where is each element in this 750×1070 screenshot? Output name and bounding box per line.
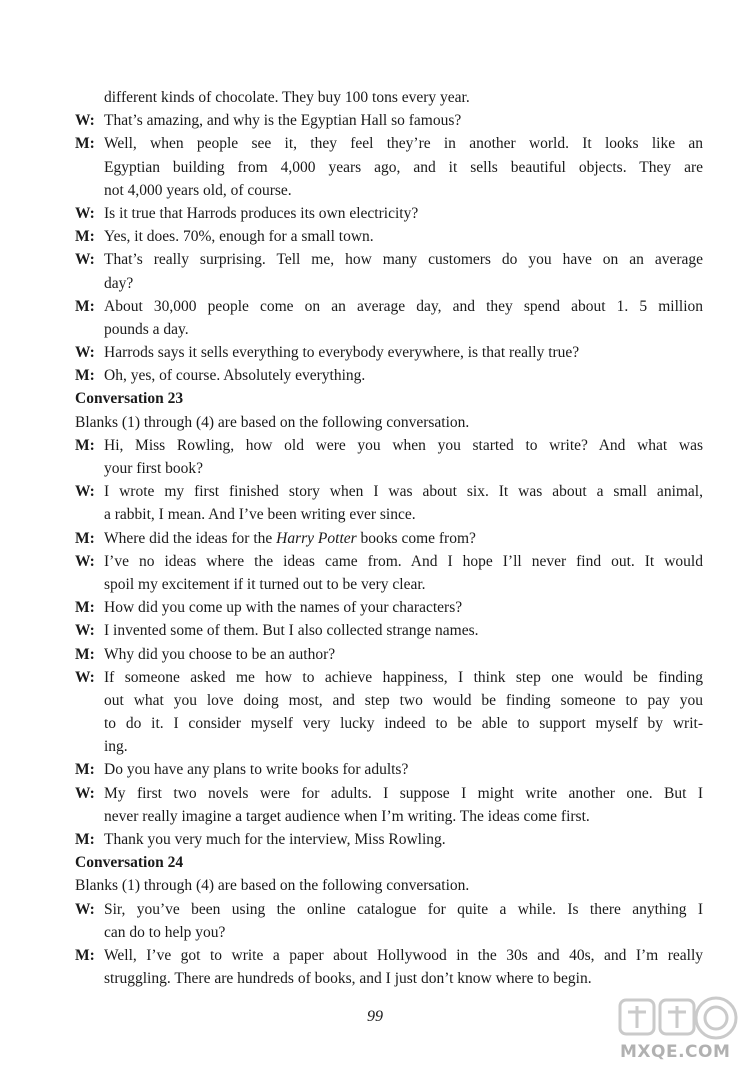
dialogue-text: books come from? bbox=[356, 529, 476, 547]
dialogue-line bbox=[75, 480, 703, 503]
dialogue-text: That’s really surprising. Tell me, how many customers do you have on an average bbox=[104, 251, 703, 269]
dialogue-text: I wrote my first finished story when I was about six. It was about a small animal, bbox=[104, 483, 703, 501]
speaker-label: M: bbox=[75, 436, 95, 454]
speaker-label: W: bbox=[75, 483, 95, 501]
dialogue-line bbox=[75, 248, 703, 271]
dialogue-line bbox=[75, 341, 703, 364]
dialogue-text: Hi, Miss Rowling, how old were you when you started to write? And what was bbox=[104, 436, 703, 454]
speaker-label: M: bbox=[75, 946, 95, 964]
speaker-label: W: bbox=[75, 784, 95, 802]
dialogue-continuation bbox=[75, 712, 703, 735]
speaker-label: W: bbox=[75, 251, 95, 269]
dialogue-text: Well, when people see it, they feel they’re in another world. It looks like an bbox=[104, 135, 703, 153]
speaker-label: M: bbox=[75, 367, 95, 385]
dialogue-line bbox=[75, 782, 703, 805]
dialogue-text: Egyptian building from 4,000 years ago, and it sells beautiful objects. They are bbox=[104, 158, 703, 176]
speaker-label: M: bbox=[75, 228, 95, 246]
dialogue-text: never really imagine a target audience when I’m writing. The ideas come first. bbox=[104, 807, 590, 825]
speaker-label: M: bbox=[75, 529, 95, 547]
dialogue-continuation bbox=[75, 318, 703, 341]
instruction-line: Blanks (1) through (4) are based on the following conversation. bbox=[75, 413, 470, 431]
dialogue-text: I invented some of them. But I also collected strange names. bbox=[104, 622, 479, 640]
page-number: 99 bbox=[367, 1008, 383, 1025]
conversation-heading: Conversation 23 bbox=[75, 390, 184, 408]
dialogue-line bbox=[75, 295, 703, 318]
dialogue-continuation bbox=[75, 689, 703, 712]
conversation-heading: Conversation 24 bbox=[75, 854, 184, 872]
speaker-label: W: bbox=[75, 112, 95, 130]
dialogue-continuation bbox=[75, 272, 703, 295]
dialogue-text: to do it. I consider myself very lucky indeed to be able to support myself by writ- bbox=[104, 715, 703, 733]
speaker-label: M: bbox=[75, 761, 95, 779]
dialogue-continuation bbox=[75, 921, 703, 944]
speaker-label: M: bbox=[75, 297, 95, 315]
speaker-label: M: bbox=[75, 645, 95, 663]
dialogue-text: I’ve no ideas where the ideas came from. And I hope I’ll never find out. It would bbox=[104, 552, 703, 570]
speaker-label: W: bbox=[75, 668, 95, 686]
dialogue-continuation bbox=[75, 735, 703, 758]
dialogue-line bbox=[75, 364, 703, 387]
dialogue-continuation bbox=[75, 967, 703, 990]
dialogue-continuation bbox=[75, 457, 703, 480]
dialogue-continuation bbox=[75, 503, 703, 526]
dialogue-text: ing. bbox=[104, 738, 128, 756]
dialogue-text: your first book? bbox=[104, 460, 204, 477]
dialogue-continuation bbox=[75, 86, 703, 109]
speaker-label: W: bbox=[75, 622, 95, 640]
dialogue-text: How did you come up with the names of your characters? bbox=[104, 599, 463, 617]
dialogue-text: Yes, it does. 70%, enough for a small town. bbox=[104, 228, 374, 246]
speaker-label: W: bbox=[75, 900, 95, 918]
dialogue-text: can do to help you? bbox=[104, 923, 226, 941]
dialogue-text: a rabbit, I mean. And I’ve been writing ever since. bbox=[104, 506, 416, 524]
dialogue-text: different kinds of chocolate. They buy 100 tons every year. bbox=[104, 89, 470, 106]
speaker-label: M: bbox=[75, 599, 95, 617]
dialogue-continuation bbox=[75, 573, 703, 596]
dialogue-text: Sir, you’ve been using the online catalogue for quite a while. Is there anything I bbox=[104, 900, 703, 918]
dialogue-text: struggling. There are hundreds of books, and I just don’t know where to begin. bbox=[104, 970, 592, 988]
dialogue-text: pounds a day. bbox=[104, 320, 189, 338]
dialogue-text: Oh, yes, of course. Absolutely everything. bbox=[104, 367, 366, 385]
dialogue-text: Why did you choose to be an author? bbox=[104, 645, 336, 663]
dialogue-text: spoil my excitement if it turned out to be very clear. bbox=[104, 575, 426, 593]
dialogue-text: not 4,000 years old, of course. bbox=[104, 181, 292, 199]
dialogue-text: Where did the ideas for the bbox=[104, 529, 277, 547]
speaker-label: W: bbox=[75, 204, 95, 222]
instruction-line: Blanks (1) through (4) are based on the following conversation. bbox=[75, 877, 470, 895]
speaker-label: M: bbox=[75, 831, 95, 848]
dialogue-line bbox=[75, 550, 703, 573]
dialogue-text: Is it true that Harrods produces its own electricity? bbox=[104, 204, 419, 222]
dialogue-line bbox=[75, 898, 703, 921]
dialogue-line bbox=[75, 643, 703, 666]
dialogue-line bbox=[75, 944, 703, 967]
dialogue-line bbox=[75, 758, 703, 781]
dialogue-text: Harrods says it sells everything to everybody everywhere, is that really true? bbox=[104, 344, 580, 362]
dialogue-line bbox=[75, 109, 703, 132]
dialogue-text: About 30,000 people come on an average day, and they spend about 1. 5 million bbox=[104, 297, 703, 315]
book-title: Harry Potter bbox=[276, 529, 357, 547]
dialogue-text: If someone asked me how to achieve happiness, I think step one would be finding bbox=[104, 668, 703, 686]
transcript-body bbox=[75, 86, 703, 990]
dialogue-line bbox=[75, 666, 703, 689]
dialogue-line bbox=[75, 828, 703, 851]
dialogue-continuation bbox=[75, 156, 703, 179]
watermark-text: MXQE.COM bbox=[620, 1042, 731, 1062]
dialogue-line bbox=[75, 596, 703, 619]
dialogue-text: Thank you very much for the interview, Miss Rowling. bbox=[104, 831, 446, 848]
dialogue-text: Well, I’ve got to write a paper about Hollywood in the 30s and 40s, and I’m really bbox=[104, 946, 703, 964]
dialogue-line bbox=[75, 225, 703, 248]
dialogue-line bbox=[75, 434, 703, 457]
dialogue-continuation bbox=[75, 179, 703, 202]
speaker-label: W: bbox=[75, 344, 95, 362]
speaker-label: W: bbox=[75, 552, 95, 570]
dialogue-text: My first two novels were for adults. I suppose I might write another one. But I bbox=[104, 784, 703, 802]
dialogue-text: Do you have any plans to write books for adults? bbox=[104, 761, 409, 779]
dialogue-text: out what you love doing most, and step two would be finding someone to pay you bbox=[104, 691, 703, 709]
speaker-label: M: bbox=[75, 135, 95, 153]
dialogue-line bbox=[75, 132, 703, 155]
dialogue-continuation bbox=[75, 805, 703, 828]
dialogue-text: day? bbox=[104, 274, 134, 292]
dialogue-text: That’s amazing, and why is the Egyptian Hall so famous? bbox=[104, 112, 462, 130]
dialogue-line bbox=[75, 202, 703, 225]
dialogue-line bbox=[75, 527, 703, 550]
dialogue-line bbox=[75, 619, 703, 642]
